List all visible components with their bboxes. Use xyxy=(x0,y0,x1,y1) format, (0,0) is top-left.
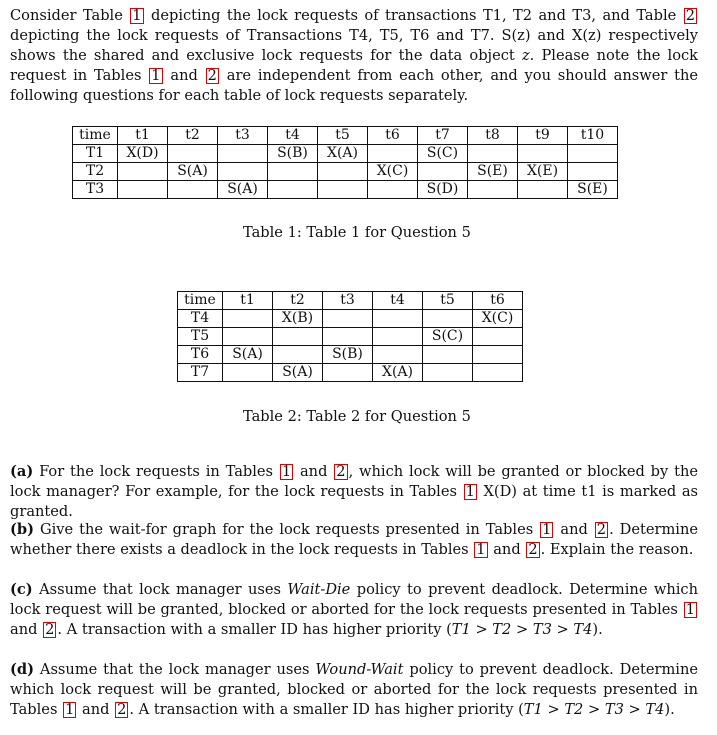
lock-request-cell: X(E) xyxy=(518,163,568,181)
policy-name: Wound-Wait xyxy=(315,661,404,678)
lock-request-cell xyxy=(223,364,273,382)
lock-request-cell xyxy=(423,310,473,328)
table-2-caption: Table 2: Table 2 for Question 5 xyxy=(243,408,471,425)
lock-request-cell: S(B) xyxy=(268,145,318,163)
lock-request-cell: X(C) xyxy=(473,310,523,328)
column-header-t8: t8 xyxy=(468,127,518,145)
table-ref-link[interactable]: 1 xyxy=(132,7,142,24)
transaction-label: T6 xyxy=(178,346,223,364)
lock-request-cell: S(C) xyxy=(423,328,473,346)
lock-request-cell: S(E) xyxy=(468,163,518,181)
lock-request-cell xyxy=(473,346,523,364)
lock-request-cell xyxy=(518,145,568,163)
table-ref-link[interactable]: 2 xyxy=(685,7,695,24)
question-text: Assume that lock manager uses xyxy=(39,581,282,598)
lock-request-cell xyxy=(368,145,418,163)
variable-z: z xyxy=(521,47,530,64)
question-text: policy to prevent deadlock. Determine which lock request will be granted, blocked or aborted for the lock requests presented in Tables xyxy=(10,661,699,718)
policy-name: Wait-Die xyxy=(287,581,351,598)
lock-request-cell xyxy=(318,181,368,199)
question-text: . A transaction with a smaller ID has higher priority ( xyxy=(57,621,452,638)
transaction-label: T5 xyxy=(178,328,223,346)
question-text: . A transaction with a smaller ID has higher priority ( xyxy=(129,701,524,718)
table-ref-link[interactable]: 2 xyxy=(117,701,127,718)
lock-request-cell xyxy=(168,181,218,199)
column-header-t2: t2 xyxy=(168,127,218,145)
question-text: Give the wait-for graph for the lock requests presented in Tables xyxy=(39,521,534,538)
question-label: (b) xyxy=(10,521,35,538)
question-text: ). xyxy=(664,701,675,718)
table-row xyxy=(73,163,618,181)
question-text: X(D) at time t1 is marked as granted. xyxy=(10,483,699,520)
lock-request-cell xyxy=(373,310,423,328)
question-text: , which lock will be granted or blocked by the lock manager? For example, for the lock requests in Tables xyxy=(10,463,698,500)
lock-request-cell xyxy=(318,163,368,181)
intro-text: . Please note the lock request in Tables xyxy=(10,47,699,84)
column-header-t6: t6 xyxy=(368,127,418,145)
table-1-caption: Table 1: Table 1 for Question 5 xyxy=(243,224,471,241)
lock-request-cell xyxy=(218,163,268,181)
question-label: (d) xyxy=(10,661,35,678)
intro-text: and xyxy=(170,67,198,84)
column-header-time: time xyxy=(73,127,118,145)
column-header-t6: t6 xyxy=(473,292,523,310)
lock-request-cell: S(B) xyxy=(323,346,373,364)
priority-order: T1 > T2 > T3 > T4 xyxy=(451,621,593,638)
table-ref-link[interactable]: 1 xyxy=(151,67,161,84)
priority-order: T1 > T2 > T3 > T4 xyxy=(523,701,665,718)
table-ref-link[interactable]: 2 xyxy=(207,67,217,84)
table-ref-link[interactable]: 1 xyxy=(65,701,75,718)
question-d xyxy=(10,660,698,720)
question-text: and xyxy=(299,463,328,480)
intro-paragraph xyxy=(10,6,698,106)
column-header-t1: t1 xyxy=(223,292,273,310)
table-row xyxy=(178,346,523,364)
question-b xyxy=(10,520,698,560)
column-header-t1: t1 xyxy=(118,127,168,145)
question-text: Assume that the lock manager uses xyxy=(39,661,310,678)
question-text: and xyxy=(82,701,110,718)
column-header-t4: t4 xyxy=(268,127,318,145)
lock-request-cell xyxy=(118,181,168,199)
lock-request-cell xyxy=(118,163,168,181)
lock-request-cell: S(C) xyxy=(418,145,468,163)
transaction-label: T3 xyxy=(73,181,118,199)
column-header-t5: t5 xyxy=(318,127,368,145)
column-header-t7: t7 xyxy=(418,127,468,145)
lock-request-cell xyxy=(268,163,318,181)
lock-request-cell xyxy=(223,310,273,328)
lock-request-cell xyxy=(273,346,323,364)
lock-request-cell xyxy=(218,145,268,163)
question-text: policy to prevent deadlock. Determine which lock request will be granted, blocked or aborted for the lock requests presented in Tables xyxy=(10,581,698,618)
transaction-label: T7 xyxy=(178,364,223,382)
question-text: . Explain the reason. xyxy=(540,541,694,558)
lock-request-cell: X(A) xyxy=(318,145,368,163)
column-header-t2: t2 xyxy=(273,292,323,310)
lock-request-cell: X(D) xyxy=(118,145,168,163)
table-row xyxy=(73,145,618,163)
lock-request-cell: X(C) xyxy=(368,163,418,181)
table-ref-link[interactable]: 2 xyxy=(528,541,538,558)
table-ref-link[interactable]: 2 xyxy=(596,521,607,538)
lock-request-cell xyxy=(368,181,418,199)
table-ref-link[interactable]: 1 xyxy=(465,483,475,500)
question-text: . Determine whether there exists a deadlock in the lock requests in Tables xyxy=(10,521,698,558)
lock-request-cell xyxy=(373,328,423,346)
transaction-label: T4 xyxy=(178,310,223,328)
lock-request-cell xyxy=(423,346,473,364)
lock-request-cell xyxy=(273,328,323,346)
lock-request-cell xyxy=(418,163,468,181)
intro-text: depicting the lock requests of transactions T1, T2 and T3, and Table xyxy=(151,7,677,24)
lock-request-cell xyxy=(473,364,523,382)
question-text: ). xyxy=(592,621,603,638)
lock-request-cell xyxy=(568,145,618,163)
question-label: (c) xyxy=(10,581,33,598)
table-row xyxy=(178,310,523,328)
lock-request-cell xyxy=(473,328,523,346)
column-header-t5: t5 xyxy=(423,292,473,310)
transaction-label: T2 xyxy=(73,163,118,181)
lock-request-cell xyxy=(323,364,373,382)
lock-request-cell: S(D) xyxy=(418,181,468,199)
lock-request-cell xyxy=(468,181,518,199)
table-row xyxy=(178,364,523,382)
lock-request-cell xyxy=(323,328,373,346)
column-header-t3: t3 xyxy=(323,292,373,310)
question-text: and xyxy=(560,521,588,538)
lock-request-cell: S(E) xyxy=(568,181,618,199)
column-header-time: time xyxy=(178,292,223,310)
table-ref-link[interactable]: 2 xyxy=(45,621,55,638)
lock-request-cell xyxy=(568,163,618,181)
question-label: (a) xyxy=(10,463,34,480)
lock-request-cell xyxy=(168,145,218,163)
table-ref-link[interactable]: 2 xyxy=(336,463,346,480)
table-ref-link[interactable]: 1 xyxy=(542,521,552,538)
transaction-label: T1 xyxy=(73,145,118,163)
column-header-t9: t9 xyxy=(518,127,568,145)
table-row xyxy=(178,328,523,346)
lock-request-cell: S(A) xyxy=(218,181,268,199)
question-a xyxy=(10,462,698,522)
lock-request-cell xyxy=(468,145,518,163)
question-text: For the lock requests in Tables xyxy=(39,463,274,480)
lock-request-cell xyxy=(423,364,473,382)
lock-request-cell xyxy=(518,181,568,199)
lock-request-cell xyxy=(323,310,373,328)
lock-request-cell: S(A) xyxy=(223,346,273,364)
lock-request-cell: S(A) xyxy=(168,163,218,181)
question-text: and xyxy=(493,541,521,558)
lock-request-cell: S(A) xyxy=(273,364,323,382)
question-c xyxy=(10,580,698,640)
intro-text: are independent from each other, and you should answer the following questions for each table of lock requests separately. xyxy=(10,67,699,104)
lock-request-cell: X(B) xyxy=(273,310,323,328)
question-text: and xyxy=(10,621,38,638)
table-ref-link[interactable]: 1 xyxy=(476,541,486,558)
lock-table-2 xyxy=(177,291,523,382)
lock-request-cell xyxy=(223,328,273,346)
lock-request-cell xyxy=(373,346,423,364)
intro-text: Consider Table xyxy=(10,7,123,24)
table-ref-link[interactable]: 1 xyxy=(685,601,695,618)
intro-text: depicting the lock requests of Transactions T4, T5, T6 and T7. S(z) and X(z) respectively shows the shared and exclusive lock requests for the data object xyxy=(10,27,698,64)
column-header-t10: t10 xyxy=(568,127,618,145)
lock-table-1 xyxy=(72,126,618,199)
table-row xyxy=(73,181,618,199)
lock-request-cell: X(A) xyxy=(373,364,423,382)
table-ref-link[interactable]: 1 xyxy=(281,463,292,480)
column-header-t4: t4 xyxy=(373,292,423,310)
column-header-t3: t3 xyxy=(218,127,268,145)
lock-request-cell xyxy=(268,181,318,199)
table-header-row xyxy=(73,127,618,145)
table-header-row xyxy=(178,292,523,310)
